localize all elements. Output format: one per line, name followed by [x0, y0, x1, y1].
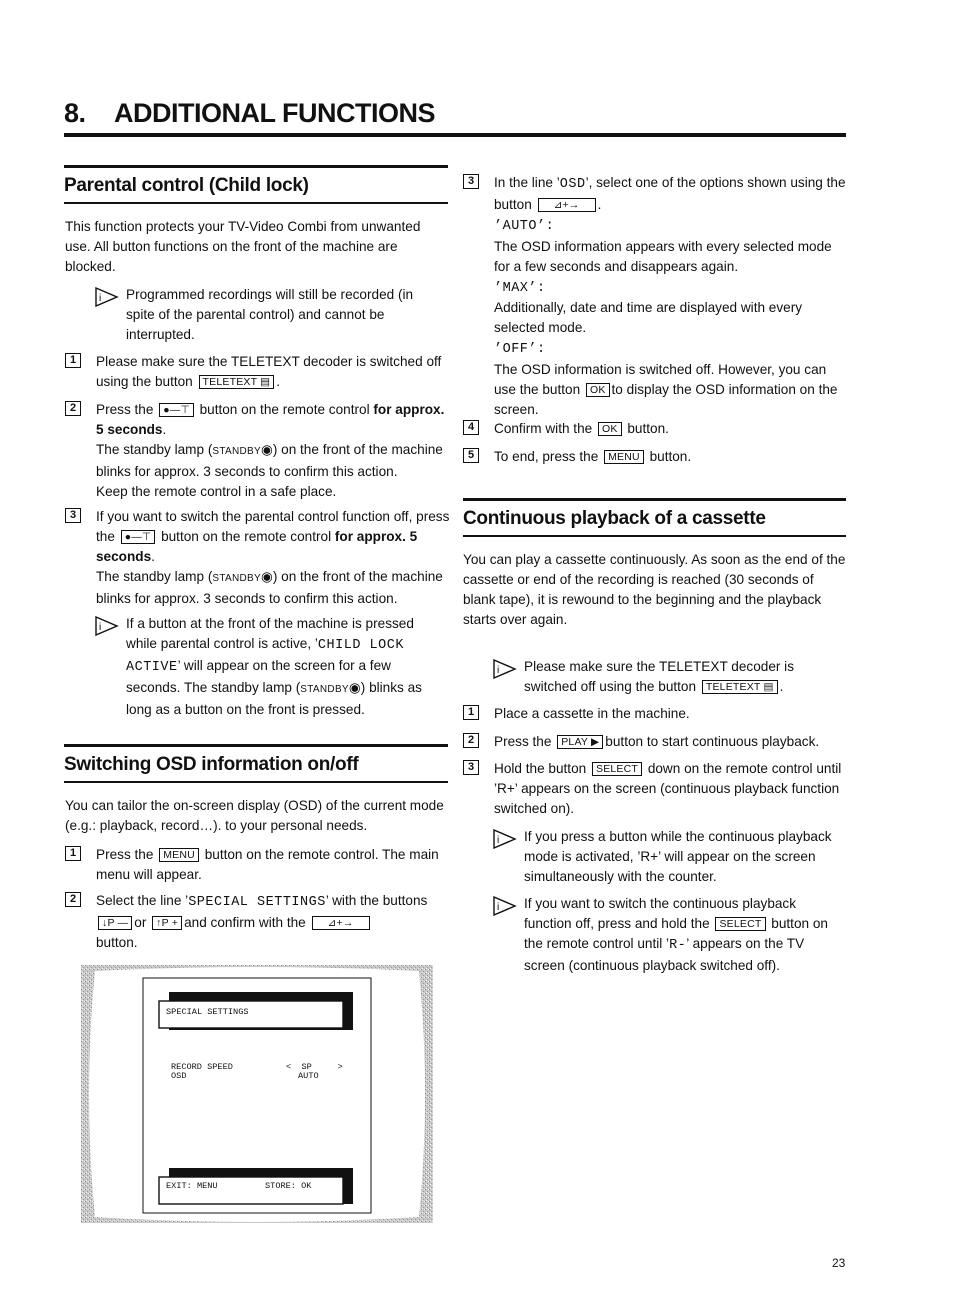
note-text: button on the remote control until ’ — [524, 915, 828, 951]
option-name: ’MAX’: — [494, 280, 546, 296]
step-number: 1 — [463, 705, 479, 720]
step-text: Select the line ’ — [96, 893, 189, 908]
step-text: button. — [649, 449, 692, 464]
option-description: to display the OSD information on the screen. — [494, 382, 838, 417]
step-text: button on the remote control — [199, 402, 370, 417]
step-emphasis: for approx. 5 seconds — [96, 402, 445, 437]
step — [463, 732, 848, 752]
step — [463, 447, 848, 467]
step — [463, 419, 848, 439]
play-button: PLAY ▶ — [557, 735, 603, 749]
step-text: . — [162, 421, 167, 437]
svg-text:i: i — [497, 665, 500, 676]
standby-icon: ◉ — [260, 568, 273, 584]
step-text: button on the remote control. The main menu will appear. — [96, 847, 439, 882]
page-number: 23 — [832, 1256, 846, 1270]
info-icon — [493, 659, 517, 679]
rule — [64, 165, 448, 168]
menu-button: MENU — [604, 450, 644, 464]
step-emphasis: for approx. 5 seconds — [96, 528, 418, 564]
step-text: If you want to switch the parental control function off, press the — [96, 509, 450, 544]
option-name: ’AUTO’: — [494, 218, 555, 234]
info-icon — [95, 616, 119, 636]
info-note — [493, 827, 843, 887]
screen-message: R- — [669, 937, 687, 953]
section-title — [64, 98, 435, 129]
step-number: 3 — [65, 508, 81, 523]
step — [463, 704, 848, 724]
info-note — [95, 614, 425, 720]
standby-label: STANDBY — [212, 445, 261, 457]
section-number: 8. — [64, 98, 86, 128]
step-text: Press the — [96, 847, 154, 862]
note-text: If a button at the front of the machine is pressed while parental control is active, ’ — [126, 616, 414, 651]
step-text: button to start continuous playback. — [605, 734, 820, 749]
rule — [64, 744, 448, 747]
menu-line-name: OSD — [559, 177, 586, 192]
teletext-button: TELETEXT ▤ — [199, 375, 275, 389]
note-text: ) blinks as long as a button on the front is pressed. — [126, 679, 422, 717]
step — [65, 352, 450, 392]
step-number: 2 — [65, 892, 81, 907]
option-description: The OSD information appears with every selected mode for a few seconds and disappears again. — [494, 238, 832, 274]
step-number: 3 — [463, 174, 479, 189]
ok-button: OK — [586, 383, 610, 397]
step-text: down on the remote control until ’R+’ appears on the screen (continuous playback function switched on). — [494, 761, 842, 816]
parental-intro: This function protects your TV-Video Combi from unwanted use. All button functions on the front of the machine are blocked. — [65, 219, 421, 274]
osd-screen-illustration — [81, 965, 433, 1223]
step — [65, 400, 450, 502]
step-number: 2 — [463, 733, 479, 748]
step-text: Keep the remote control in a safe place. — [96, 483, 337, 499]
note-text: If you want to switch the continuous playback function off, press and hold the — [524, 896, 797, 931]
info-icon — [493, 896, 517, 916]
svg-text:i: i — [497, 835, 500, 846]
step-text: or — [134, 914, 147, 930]
step-text: . — [597, 196, 602, 212]
osd-footer-exit: EXIT: MENU — [166, 1181, 218, 1191]
continuous-intro: You can play a cassette continuously. As soon as the end of the cassette or end of the recording is reached (30 seconds of blank tape), it is rewound to the beginning and the playback starts over again. — [463, 552, 846, 627]
step-text: ) on the front of the machine blinks for approx. 3 seconds to confirm this action. — [96, 441, 443, 479]
step-text: ’, select one of the options shown using the button — [494, 175, 846, 212]
select-button: SELECT — [592, 762, 642, 776]
step — [65, 845, 450, 885]
step — [65, 507, 450, 609]
step-text: . — [151, 548, 155, 564]
info-note — [493, 657, 823, 697]
info-icon — [95, 287, 119, 307]
step-text: Please make sure the TELETEXT decoder is switched off using the button — [96, 354, 442, 389]
note-text: Please make sure the TELETEXT decoder is switched off using the button — [524, 659, 794, 694]
osd-intro: You can tailor the on-screen display (OSD) of the current mode (e.g.: playback, record…). to your personal needs. — [65, 798, 444, 833]
step-number: 1 — [65, 353, 81, 368]
step — [463, 173, 848, 420]
step — [463, 759, 848, 819]
osd-heading: Switching OSD information on/off — [64, 754, 359, 775]
step-number: 2 — [65, 401, 81, 416]
step-text: Press the — [96, 402, 154, 417]
step-text: button. — [627, 421, 669, 436]
option-name: ’OFF’: — [494, 342, 546, 358]
note-text: ’ appears on the TV screen (continuous playback switched off). — [524, 935, 805, 973]
rule — [463, 535, 846, 537]
step-text: Confirm with the — [494, 421, 593, 436]
option-description: The OSD information is switched off. However, you can use the button — [494, 362, 827, 398]
p-plus-button: ↑P + — [152, 916, 182, 930]
section-title-text: ADDITIONAL FUNCTIONS — [114, 98, 435, 128]
key-button: ●—⊤ — [159, 403, 194, 417]
step-text: button. — [96, 934, 138, 950]
standby-icon: ◉ — [260, 441, 273, 457]
volume-plus-button: ⊿+→ — [312, 916, 370, 930]
p-minus-button: ↓P — — [98, 916, 132, 930]
select-button: SELECT — [715, 917, 765, 931]
step-text: Press the — [494, 734, 552, 749]
step-number: 4 — [463, 420, 479, 435]
step — [65, 891, 450, 953]
volume-plus-button: ⊿+→ — [538, 198, 596, 212]
osd-row-value: < SP > — [286, 1062, 343, 1072]
step-text: The standby lamp ( — [96, 568, 213, 584]
step-text: In the line ’ — [494, 175, 560, 190]
osd-row-label: RECORD SPEED — [171, 1062, 233, 1072]
option-description: Additionally, date and time are displayed with every selected mode. — [494, 300, 803, 336]
step-text: To end, press the — [494, 449, 599, 464]
title-rule — [64, 133, 846, 137]
continuous-heading: Continuous playback of a cassette — [463, 508, 766, 529]
step-text: and confirm with the — [184, 914, 306, 930]
info-icon — [493, 829, 517, 849]
svg-text:i: i — [497, 902, 500, 913]
osd-row-label: OSD — [171, 1071, 187, 1081]
osd-footer-store: STORE: OK — [265, 1181, 312, 1191]
teletext-button: TELETEXT ▤ — [702, 680, 778, 694]
standby-label: STANDBY — [212, 572, 261, 584]
info-note — [493, 894, 843, 976]
step-number: 3 — [463, 760, 479, 775]
osd-row-value: AUTO — [298, 1071, 319, 1081]
key-button: ●—⊤ — [121, 530, 156, 544]
rule — [463, 498, 846, 501]
note-text: Programmed recordings will still be recorded (in spite of the parental control) and cannot be interrupted. — [126, 287, 414, 342]
osd-menu-title: SPECIAL SETTINGS — [166, 1007, 249, 1017]
note-text: ’ will appear on the screen for a few seconds. The standby lamp ( — [126, 657, 391, 695]
svg-text:i: i — [99, 622, 102, 633]
info-note — [95, 285, 425, 345]
rule — [64, 202, 448, 204]
note-text: If you press a button while the continuous playback mode is activated, ’R+’ will appear on the screen simultaneously with the counter. — [524, 829, 832, 884]
step-text: . — [276, 373, 281, 389]
tv-screen-frame — [81, 965, 433, 1223]
parental-heading: Parental control (Child lock) — [64, 175, 309, 196]
standby-label: STANDBY — [300, 683, 349, 695]
step-text: ) on the front of the machine blinks for approx. 3 seconds to confirm this action. — [96, 568, 443, 606]
step-text: ’ with the buttons — [325, 893, 428, 908]
step-number: 5 — [463, 448, 479, 463]
menu-line-name: SPECIAL SETTINGS — [188, 895, 326, 910]
ok-button: OK — [598, 422, 622, 436]
svg-text:i: i — [99, 293, 102, 304]
step-text: Place a cassette in the machine. — [494, 706, 690, 721]
step-text: Hold the button — [494, 761, 587, 776]
note-text: . — [779, 678, 784, 694]
rule — [64, 781, 448, 783]
step-number: 1 — [65, 846, 81, 861]
step-text: The standby lamp ( — [96, 441, 213, 457]
step-text: button on the remote control — [161, 528, 332, 544]
screen-message: CHILD LOCK ACTIVE — [126, 637, 404, 675]
menu-button: MENU — [159, 848, 199, 862]
standby-icon: ◉ — [348, 679, 361, 695]
